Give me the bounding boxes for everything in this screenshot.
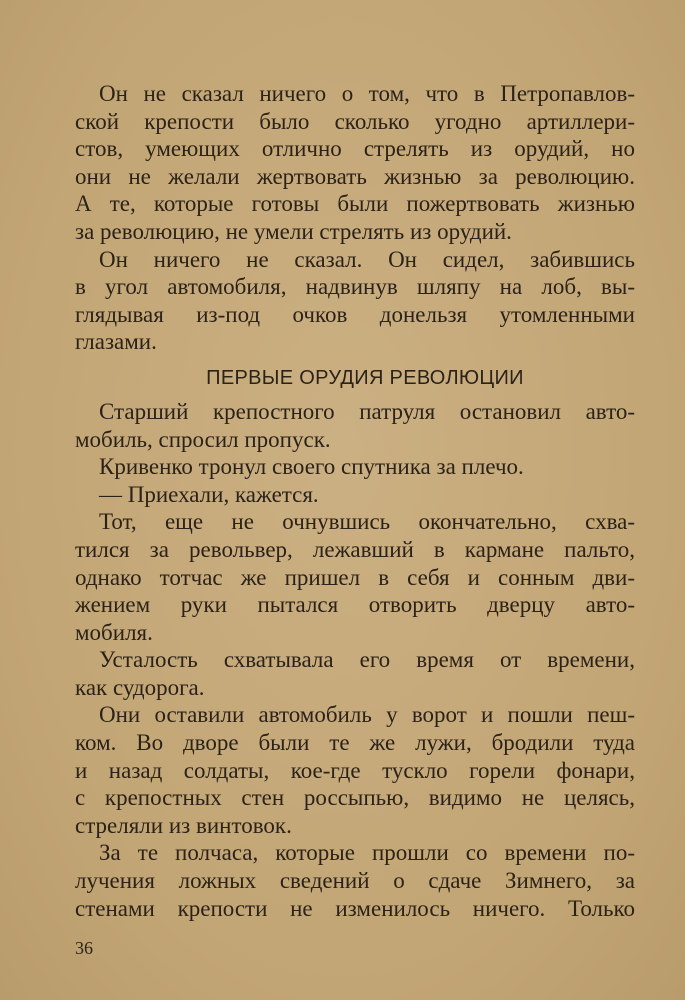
- paragraph: [75, 508, 635, 646]
- paragraph: [75, 839, 635, 922]
- text-line: ской крепости было сколько угодно артиллери-: [75, 108, 635, 134]
- paragraph: [75, 481, 635, 509]
- text-line: Они оставили автомобиль у ворот и пошли пеш-: [99, 702, 635, 728]
- text-line: жением руки пытался отворить дверцу авто-: [75, 592, 635, 618]
- paragraph: [75, 398, 635, 453]
- text-line: За те полчаса, которые прошли со времени по-: [99, 840, 635, 866]
- text-line: они не желали жертвовать жизнью за революцию.: [75, 163, 635, 189]
- text-line: Тот, еще не очнувшись окончательно, схва-: [99, 509, 635, 535]
- text-line: глядывая из-под очков донельзя утомленными: [75, 301, 635, 327]
- text-line: в угол автомобиля, надвинув шляпу на лоб, вы-: [75, 274, 635, 300]
- section-heading-text: ПЕРВЫЕ ОРУДИЯ РЕВОЛЮЦИИ: [206, 366, 524, 389]
- paragraph: [75, 701, 635, 839]
- text-line: Кривенко тронул своего спутника за плечо.: [99, 454, 524, 480]
- text-line: стенами крепости не изменилось ничего. Только: [75, 895, 635, 921]
- text-line: за революцию, не умели стрелять из орудий.: [75, 218, 512, 244]
- paragraph: [75, 246, 635, 356]
- paragraph: [75, 646, 635, 701]
- text-line: А те, которые готовы были пожертвовать жизнью: [75, 191, 635, 217]
- paragraph: [75, 80, 635, 246]
- text-line: Старший крепостного патруля остановил авто-: [99, 398, 635, 424]
- text-line: мобиля.: [75, 619, 153, 645]
- text-line: и назад солдаты, кое-где тускло горели фонари,: [75, 757, 635, 783]
- text-line: Он не сказал ничего о том, что в Петропавлов-: [99, 81, 635, 106]
- text-line: стов, умеющих отлично стрелять из орудий, но: [75, 136, 635, 162]
- book-page-text: [75, 80, 635, 922]
- text-line: однако тотчас же пришел в себя и сонным дви-: [75, 564, 635, 590]
- text-line: как судорога.: [75, 674, 205, 700]
- text-line: глазами.: [75, 329, 157, 355]
- section-heading: [75, 358, 635, 398]
- text-line: с крепостных стен россыпью, видимо не целясь,: [75, 785, 635, 811]
- text-line: Он ничего не сказал. Он сидел, забившись: [99, 246, 635, 272]
- text-line: мобиль, спросил пропуск.: [75, 426, 331, 452]
- text-line: ком. Во дворе были те же лужи, бродили туда: [75, 730, 635, 756]
- text-line: стреляли из винтовок.: [75, 812, 292, 838]
- paragraph: [75, 453, 635, 481]
- text-line: Усталость схватывала его время от времени,: [99, 647, 635, 673]
- page-number: 36: [75, 938, 93, 958]
- text-line: лучения ложных сведений о сдаче Зимнего, за: [75, 868, 635, 894]
- text-line: тился за револьвер, лежавший в кармане пальто,: [75, 536, 635, 562]
- text-line: — Приехали, кажется.: [99, 481, 319, 507]
